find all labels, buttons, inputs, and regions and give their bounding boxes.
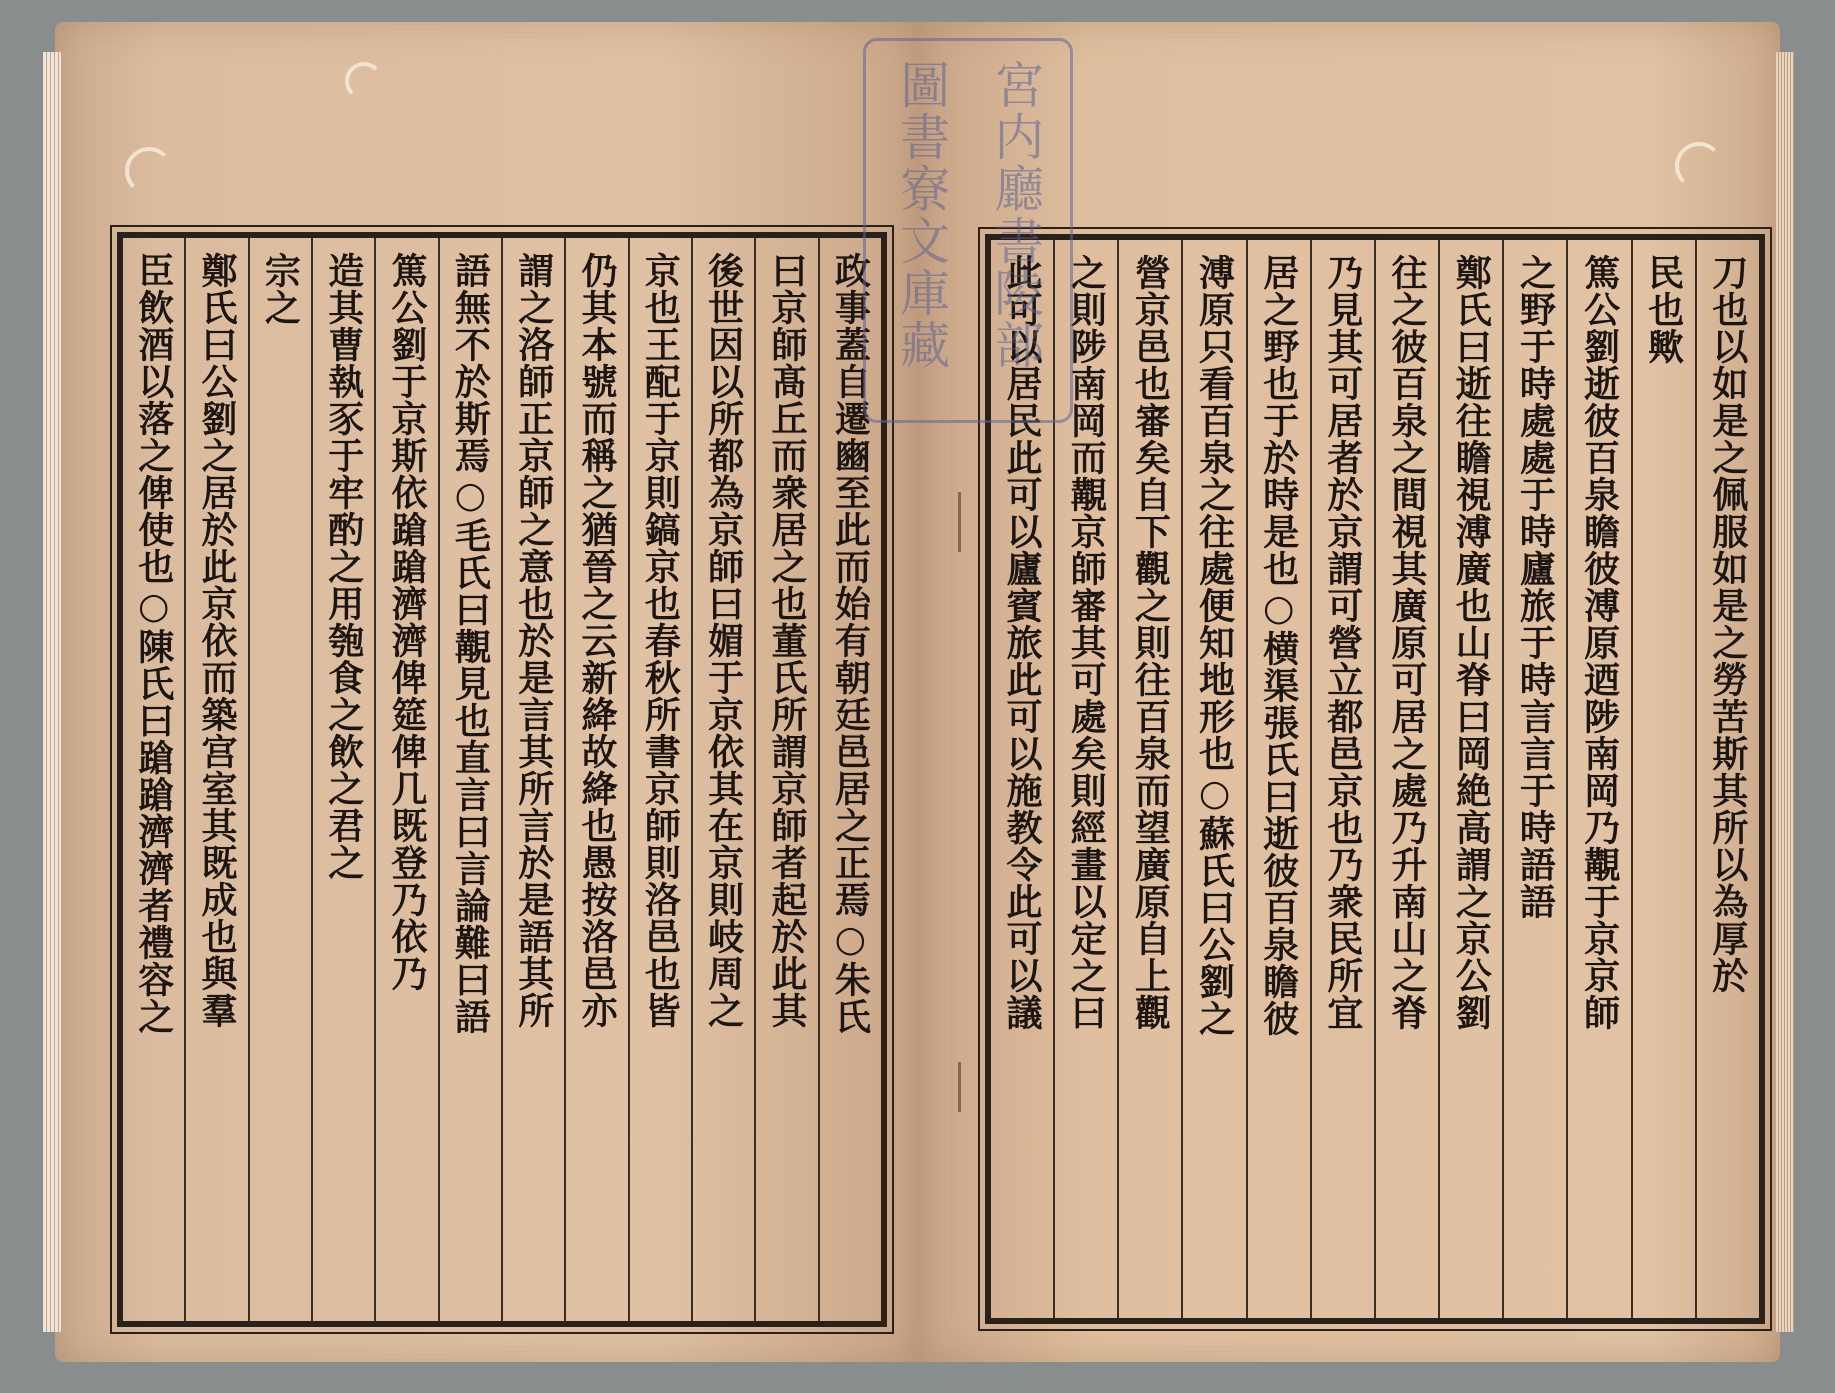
- right-page-column-text: 此可以居民此可以廬賓旅此可以施教令此可以議: [1001, 254, 1044, 1031]
- left-page-column-text: 後世因以所都為京師曰媚于京依其在京則岐周之: [702, 252, 745, 1029]
- left-page-column-text: 謂之洛師正京師之意也於是言其所言於是語其所: [512, 252, 555, 1029]
- left-page-column-text: 臣飲酒以落之俾使也○陳氏曰蹌蹌濟濟者禮容之: [132, 252, 175, 1035]
- binding-stitch: [958, 492, 961, 552]
- left-page-column-text: 鄭氏曰公劉之居於此京依而築宫室其既成也與羣: [196, 252, 239, 1029]
- right-page-column: [1566, 240, 1630, 1318]
- binding-stitch: [958, 1062, 961, 1112]
- left-page-edges: [43, 52, 61, 1332]
- right-page-column: [1117, 240, 1181, 1318]
- left-page-column: [628, 238, 691, 1321]
- seal-text-left: 圖書寮文庫藏: [892, 59, 951, 371]
- left-page-column-text: 曰京師髙丘而衆居之也董氏所謂京師者起於此其: [766, 252, 808, 1029]
- left-page-column: [691, 238, 754, 1321]
- left-page-column: [311, 238, 374, 1321]
- right-page-column-text: 之野于時處處于時廬旅于時言言于時語語: [1514, 254, 1557, 920]
- left-page-column-text: 宗之: [259, 252, 302, 326]
- left-page-column: [754, 238, 817, 1321]
- left-page-column-text: 政事蓋自遷豳至此而始有朝廷邑居之正焉○朱氏: [829, 252, 872, 1035]
- right-page-column-text: 之則陟南岡而覯京師審其可處矣則經畫以定之曰: [1065, 254, 1108, 1031]
- left-page-column-text: 京也王配于京則鎬京也春秋所書京師則洛邑也皆: [639, 252, 682, 1029]
- left-page-column: [123, 238, 184, 1321]
- left-page-column: [248, 238, 311, 1321]
- right-page-column-text: 民也歟: [1642, 254, 1685, 365]
- right-page-column-text: 居之野也于於時是也○横渠張氏曰逝彼百泉瞻彼: [1257, 254, 1300, 1037]
- right-page-column-text: 乃見其可居者於京謂可營立都邑京也乃衆民所宜: [1321, 254, 1364, 1031]
- right-page-column: [1695, 240, 1759, 1318]
- paper-damage-mark: [345, 62, 383, 100]
- open-book: [55, 22, 1780, 1362]
- left-text-frame: [117, 232, 887, 1327]
- right-page-column-text: 營京邑也審矣自下觀之則往百泉而望廣原自上觀: [1129, 254, 1172, 1031]
- left-page-column: [374, 238, 437, 1321]
- paper-damage-mark: [1675, 142, 1723, 190]
- right-page-column: [1438, 240, 1502, 1318]
- left-page: [55, 22, 917, 1362]
- right-page-column-text: 刀也以如是之佩服如是之勞苦斯其所以為厚於: [1706, 254, 1749, 994]
- left-page-column: [438, 238, 501, 1321]
- right-page-column: [1246, 240, 1310, 1318]
- right-page-column: [1502, 240, 1566, 1318]
- left-page-column: [501, 238, 564, 1321]
- right-page-column: [1310, 240, 1374, 1318]
- right-page-column-text: 往之彼百泉之間視其廣原可居之處乃升南山之脊: [1386, 254, 1429, 1031]
- right-page-column-text: 篤公劉逝彼百泉瞻彼溥原迺陟南岡乃覯于京京師: [1578, 254, 1621, 1031]
- right-page-column: [1631, 240, 1695, 1318]
- library-seal-stamp: [863, 38, 1073, 423]
- left-page-column: [184, 238, 247, 1321]
- left-page-column-text: 造其曹執豕于牢酌之用匏食之飲之君之: [322, 252, 365, 881]
- right-page-column-text: 鄭氏曰逝往瞻視溥廣也山脊曰岡絶高謂之京公劉: [1450, 254, 1493, 1031]
- right-page-column: [1374, 240, 1438, 1318]
- paper-damage-mark: [125, 147, 173, 195]
- right-page-column: [1181, 240, 1245, 1318]
- left-page-column-text: 語無不於斯焉○毛氏曰覯見也直言曰言論難曰語: [449, 252, 492, 1035]
- right-page-edges: [1776, 52, 1794, 1332]
- right-text-frame: [985, 234, 1765, 1324]
- left-page-column-text: 仍其本號而稱之猶晉之云新絳故絳也愚按洛邑亦: [576, 252, 619, 1029]
- left-page-column-text: 篤公劉于京斯依蹌蹌濟濟俾筵俾几既登乃依乃: [386, 252, 429, 992]
- seal-text-right: 宮内廳書陵部: [986, 59, 1045, 371]
- right-page-column-text: 溥原只看百泉之往處便知地形也○蘇氏曰公劉之: [1193, 254, 1236, 1037]
- left-page-column: [564, 238, 627, 1321]
